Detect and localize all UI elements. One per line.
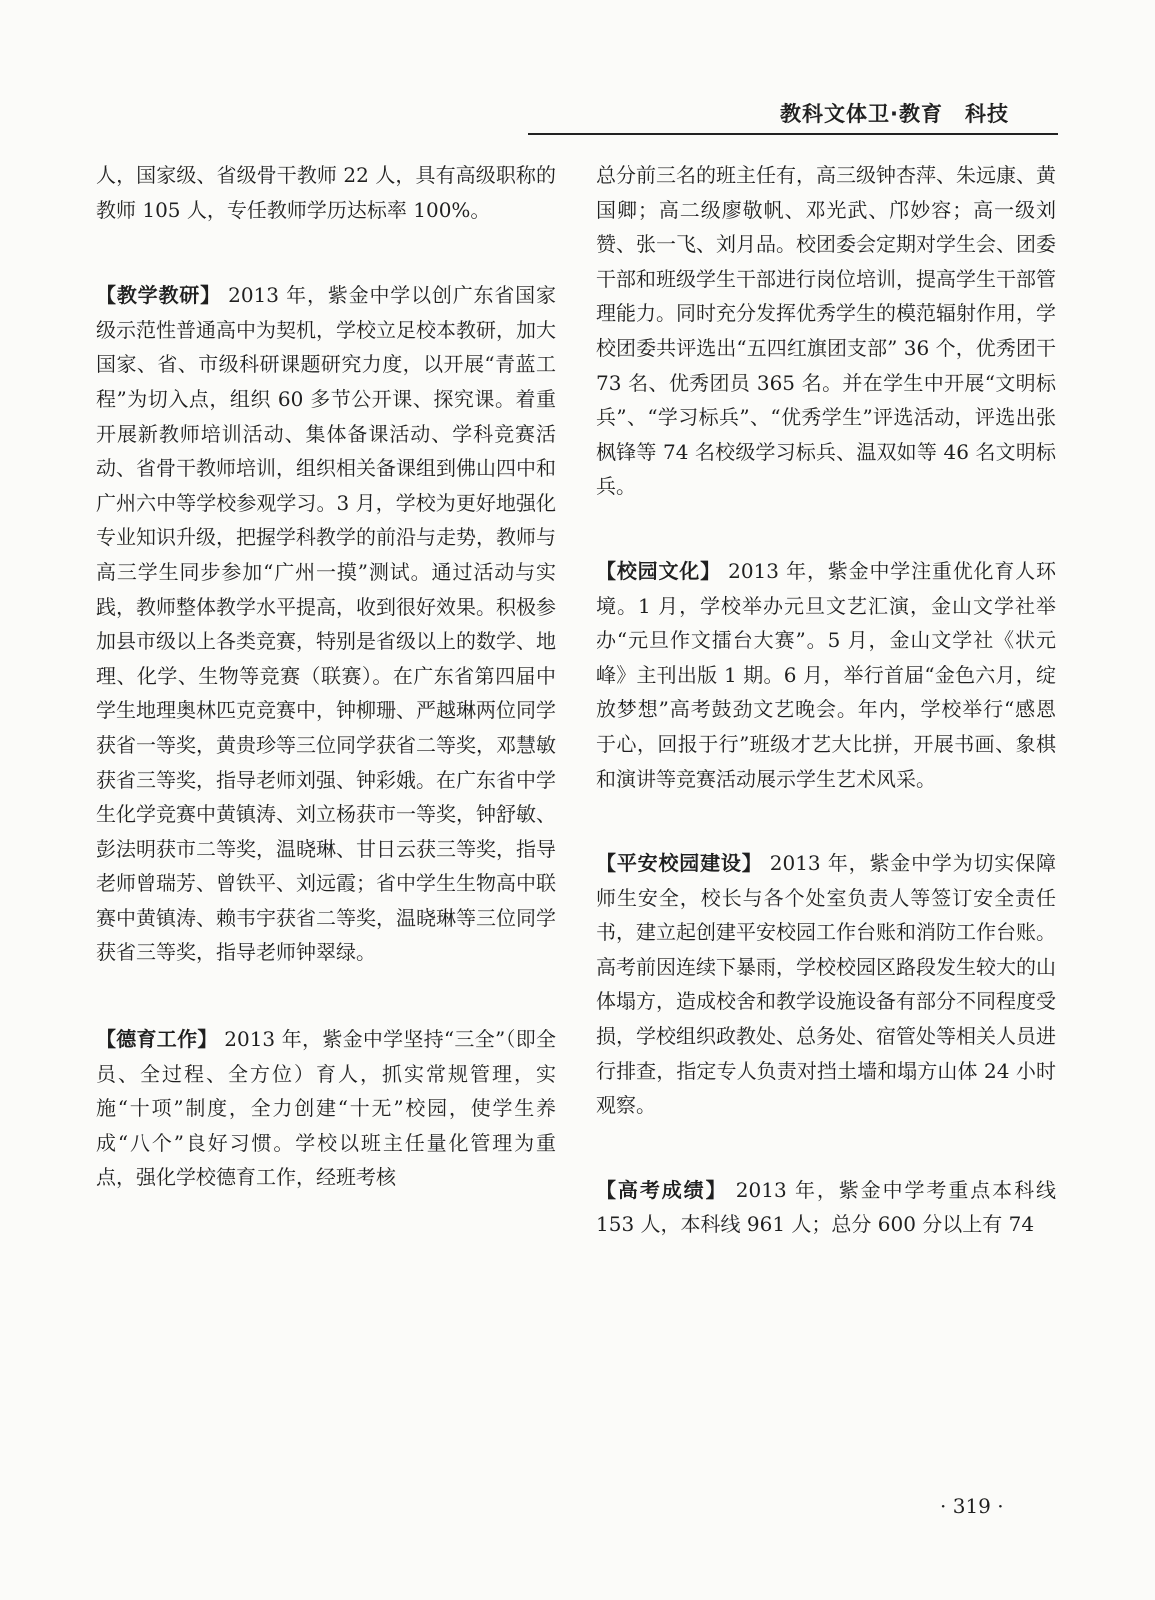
running-header: 教科文体卫·教育 科技 xyxy=(780,102,1009,126)
section-heading: 【德育工作】 xyxy=(96,1027,218,1052)
left-column xyxy=(96,158,556,1195)
section-heading: 【校园文化】 xyxy=(596,558,721,583)
section-heading: 【高考成绩】 xyxy=(596,1177,728,1202)
section-campus-safety xyxy=(596,846,1056,1123)
paragraph-continued: 总分前三名的班主任有，高三级钟杏萍、朱远康、黄国卿；高二级廖敬帆、邓光武、邝妙容；高一级刘赞、张一飞、刘月品。校团委会定期对学生会、团委干部和班级学生干部进行岗位培训，提高学生干部管理能力。同时充分发挥优秀学生的模范辐射作用，学校团委共评选出“五四红旗团支部” 36 个，优秀团干 73 名、优秀团员 365 名。并在学生中开展“文明标兵”、“学习标兵”、“优秀学生”评选活动，评选出张枫锋等 74 名校级学习标兵、温双如等 46 名文明标兵。 xyxy=(596,163,1056,499)
section-body: 2013 年，紫金中学以创广东省国家级示范性普通高中为契机，学校立足校本教研，加大国家、省、市级科研课题研究力度，以开展“青蓝工程”为切入点，组织 60 多节公开课、探究课。着重开展新教师培训活动、集体备课活动、学科竞赛活动、省骨干教师培训，组织相关备课组到佛山四中和广州六中等学校参观学习。3 月，学校为更好地强化专业知识升级，把握学科教学的前沿与走势，教师与高三学生同步参加“广州一摸”测试。通过活动与实践，教师整体教学水平提高，收到很好效果。积极参加县市级以上各类竞赛，特别是省级以上的数学、地理、化学、生物等竞赛（联赛）。在广东省第四届中学生地理奥林匹克竞赛中，钟柳珊、严越琳两位同学获省一等奖，黄贵珍等三位同学获省二等奖，邓慧敏获省三等奖，指导老师刘强、钟彩娥。在广东省中学生化学竞赛中黄镇涛、刘立杨获市一等奖，钟舒敏、彭法明获市二等奖，温晓琳、甘日云获三等奖，指导老师曾瑞芳、曾铁平、刘远霞；省中学生生物高中联赛中黄镇涛、赖韦宇获省二等奖，温晓琳等三位同学获省三等奖，指导老师钟翠绿。 xyxy=(96,283,556,965)
section-moral-education xyxy=(96,1022,556,1195)
section-heading: 【平安校园建设】 xyxy=(596,851,763,876)
paragraph-continued: 人，国家级、省级骨干教师 22 人，具有高级职称的教师 105 人，专任教师学历达标率 100%。 xyxy=(96,163,556,222)
section-body: 2013 年，紫金中学坚持“三全”（即全员、全过程、全方位）育人，抓实常规管理，实施“十项”制度，全力创建“十无”校园，使学生养成“八个”良好习惯。学校以班主任量化管理为重点，强化学校德育工作，经班考核 xyxy=(96,1027,557,1190)
page-number: · 319 · xyxy=(940,1494,1004,1518)
section-body: 2013 年，紫金中学考重点本科线 153 人，本科线 961 人；总分 600 分以上有 74 xyxy=(596,1177,1057,1237)
section-teaching-research xyxy=(96,278,556,970)
section-campus-culture xyxy=(596,554,1056,796)
section-body: 2013 年，紫金中学注重优化育人环境。1 月，学校举办元旦文艺汇演，金山文学社举办“元旦作文擂台大赛”。5 月，金山文学社《状元峰》主刊出版 1 期。6 月，举行首届“金色六月，绽放梦想”高考鼓劲文艺晚会。年内，学校举行“感恩于心，回报于行”班级才艺大比拼，开展书画、象棋和演讲等竞赛活动展示学生艺术风采。 xyxy=(596,558,1056,791)
section-heading: 【教学教研】 xyxy=(96,283,221,308)
header-rule xyxy=(528,133,1058,135)
section-body: 2013 年，紫金中学为切实保障师生安全，校长与各个处室负责人等签订安全责任书，建立起创建平安校园工作台账和消防工作台账。高考前因连续下暴雨，学校校园区路段发生较大的山体塌方，造成校舍和教学设施设备有部分不同程度受损，学校组织政教处、总务处、宿管处等相关人员进行排查，指定专人负责对挡土墙和塌方山体 24 小时观察。 xyxy=(596,851,1057,1118)
right-column xyxy=(596,158,1056,1242)
section-exam-results xyxy=(596,1173,1056,1242)
